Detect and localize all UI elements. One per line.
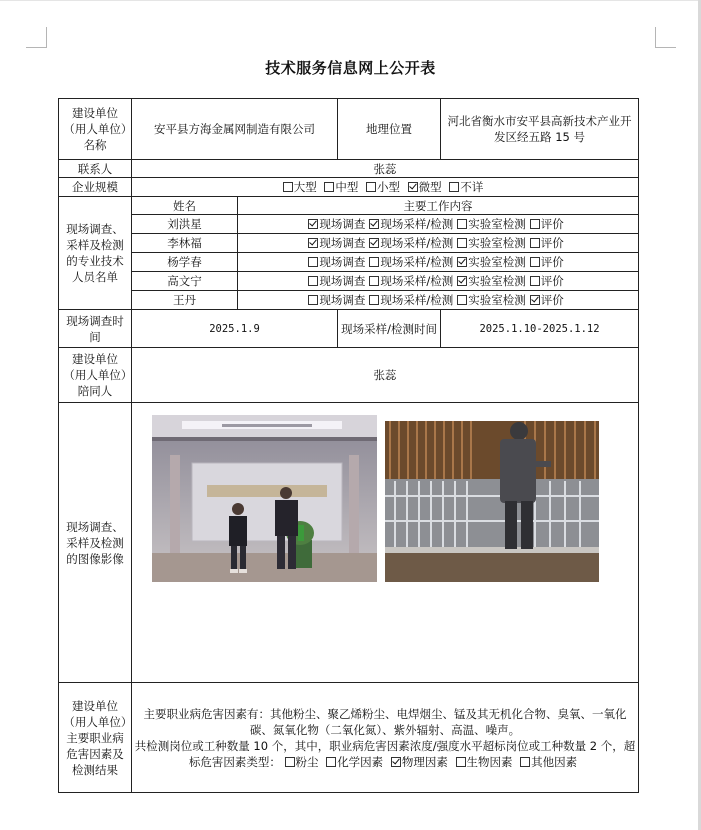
factor-option[interactable]: 生物因素: [456, 755, 513, 769]
results-factors-text: 主要职业病危害因素有：其他粉尘、聚乙烯粉尘、电焊烟尘、锰及其无机化合物、臭氧、一氧化碳、氮氧化物（二氧化氮）、紫外辐射、高温、噪声。: [143, 706, 627, 737]
scale-option[interactable]: 小型: [366, 180, 400, 194]
sampling-time-label: 现场采样/检测时间: [338, 310, 441, 348]
staff-row: [59, 215, 639, 234]
work-option[interactable]: 现场调查: [308, 255, 365, 269]
margin-mark-top-left: [26, 27, 47, 48]
staff-work: [238, 234, 639, 253]
work-option[interactable]: 评价: [530, 217, 564, 231]
work-option[interactable]: 实验室检测: [457, 236, 526, 250]
row-org: [59, 99, 639, 160]
scale-label: 企业规模: [59, 178, 132, 197]
checkbox-icon: [369, 295, 379, 305]
checkbox-icon: [308, 295, 318, 305]
org-value: 安平县方海金属网制造有限公司: [132, 99, 338, 160]
row-results: [59, 683, 639, 793]
staff-work: [238, 272, 639, 291]
staff-name: 高文宁: [132, 272, 238, 291]
staff-row: [59, 253, 639, 272]
work-header: 主要工作内容: [238, 197, 639, 215]
staff-row: [59, 291, 639, 310]
row-staff-header: [59, 197, 639, 215]
checkbox-icon: [369, 238, 379, 248]
checkbox-icon: [285, 757, 295, 767]
name-header: 姓名: [132, 197, 238, 215]
factor-option[interactable]: 化学因素: [326, 755, 383, 769]
checkbox-icon: [408, 182, 418, 192]
location-label: 地理位置: [338, 99, 441, 160]
checkbox-icon: [308, 219, 318, 229]
location-value: 河北省衡水市安平县高新技术产业开发区经五路 15 号: [441, 99, 639, 160]
staff-name: 王丹: [132, 291, 238, 310]
checkbox-icon: [308, 238, 318, 248]
work-option[interactable]: 实验室检测: [457, 217, 526, 231]
factor-option[interactable]: 其他因素: [520, 755, 577, 769]
work-option[interactable]: 评价: [530, 293, 564, 307]
work-option[interactable]: 实验室检测: [457, 274, 526, 288]
survey-time-label: 现场调查时间: [59, 310, 132, 348]
checkbox-icon: [530, 276, 540, 286]
checkbox-icon: [457, 295, 467, 305]
scale-option[interactable]: 中型: [324, 180, 358, 194]
results-cell: [132, 683, 639, 793]
checkbox-icon: [457, 219, 467, 229]
factor-option[interactable]: 物理因素: [391, 755, 448, 769]
work-option[interactable]: 实验室检测: [457, 293, 526, 307]
work-option[interactable]: 评价: [530, 236, 564, 250]
escort-value: 张蕊: [132, 348, 639, 403]
work-option[interactable]: 评价: [530, 255, 564, 269]
work-option[interactable]: 实验室检测: [457, 255, 526, 269]
org-label: 建设单位（用人单位）名称: [59, 99, 132, 160]
work-option[interactable]: 评价: [530, 274, 564, 288]
staff-work: [238, 215, 639, 234]
checkbox-icon: [369, 257, 379, 267]
scale-option[interactable]: 大型: [283, 180, 317, 194]
checkbox-icon: [369, 276, 379, 286]
staff-name: 刘洪星: [132, 215, 238, 234]
checkbox-icon: [530, 219, 540, 229]
row-contact: [59, 160, 639, 178]
row-times: [59, 310, 639, 348]
checkbox-icon: [369, 219, 379, 229]
scale-option[interactable]: 不详: [449, 180, 483, 194]
survey-time-value: 2025.1.9: [132, 310, 338, 348]
checkbox-icon: [326, 757, 336, 767]
checkbox-icon: [456, 757, 466, 767]
images-label: 现场调查、采样及检测的图像影像: [59, 403, 132, 683]
work-option[interactable]: 现场采样/检测: [369, 255, 453, 269]
results-summary: 共检测岗位或工种数量 10 个，其中，职业病危害因素浓度/强度水平超标岗位或工种数量 2 个，超标危害因素类型： 粉尘 化学因素 物理因素 生物因素 其他因素: [134, 738, 636, 769]
page-top-edge: [0, 0, 701, 1]
staff-label: 现场调查、采样及检测的专业技术人员名单: [59, 197, 132, 310]
factor-option[interactable]: 粉尘: [285, 755, 319, 769]
margin-mark-top-right: [655, 27, 676, 48]
staff-work: [238, 291, 639, 310]
checkbox-icon: [530, 257, 540, 267]
checkbox-icon: [308, 257, 318, 267]
contact-value: 张蕊: [132, 160, 639, 178]
checkbox-icon: [283, 182, 293, 192]
checkbox-icon: [449, 182, 459, 192]
checkbox-icon: [366, 182, 376, 192]
staff-row: [59, 234, 639, 253]
site-photo-lobby: [152, 415, 377, 582]
work-option[interactable]: 现场采样/检测: [369, 236, 453, 250]
scale-options: [132, 178, 639, 197]
contact-label: 联系人: [59, 160, 132, 178]
work-option[interactable]: 现场调查: [308, 236, 365, 250]
site-photo-workshop: [385, 421, 599, 582]
checkbox-icon: [308, 276, 318, 286]
work-option[interactable]: 现场调查: [308, 293, 365, 307]
staff-name: 李林福: [132, 234, 238, 253]
disclosure-table: [58, 98, 639, 793]
row-images: [59, 403, 639, 683]
staff-name: 杨学春: [132, 253, 238, 272]
sampling-time-value: 2025.1.10-2025.1.12: [441, 310, 639, 348]
staff-work: [238, 253, 639, 272]
checkbox-icon: [457, 276, 467, 286]
checkbox-icon: [391, 757, 401, 767]
checkbox-icon: [324, 182, 334, 192]
row-escort: [59, 348, 639, 403]
checkbox-icon: [530, 238, 540, 248]
work-option[interactable]: 现场调查: [308, 217, 365, 231]
scale-option[interactable]: 微型: [408, 180, 442, 194]
work-option[interactable]: 现场调查: [308, 274, 365, 288]
work-option[interactable]: 现场采样/检测: [369, 293, 453, 307]
work-option[interactable]: 现场采样/检测: [369, 274, 453, 288]
work-option[interactable]: 现场采样/检测: [369, 217, 453, 231]
checkbox-icon: [530, 295, 540, 305]
checkbox-icon: [457, 238, 467, 248]
results-label: 建设单位（用人单位）主要职业病危害因素及检测结果: [59, 683, 132, 793]
checkbox-icon: [520, 757, 530, 767]
escort-label: 建设单位（用人单位）陪同人: [59, 348, 132, 403]
page-title: 技术服务信息网上公开表: [265, 59, 436, 77]
row-scale: [59, 178, 639, 197]
checkbox-icon: [457, 257, 467, 267]
staff-row: [59, 272, 639, 291]
images-cell: [132, 403, 639, 683]
